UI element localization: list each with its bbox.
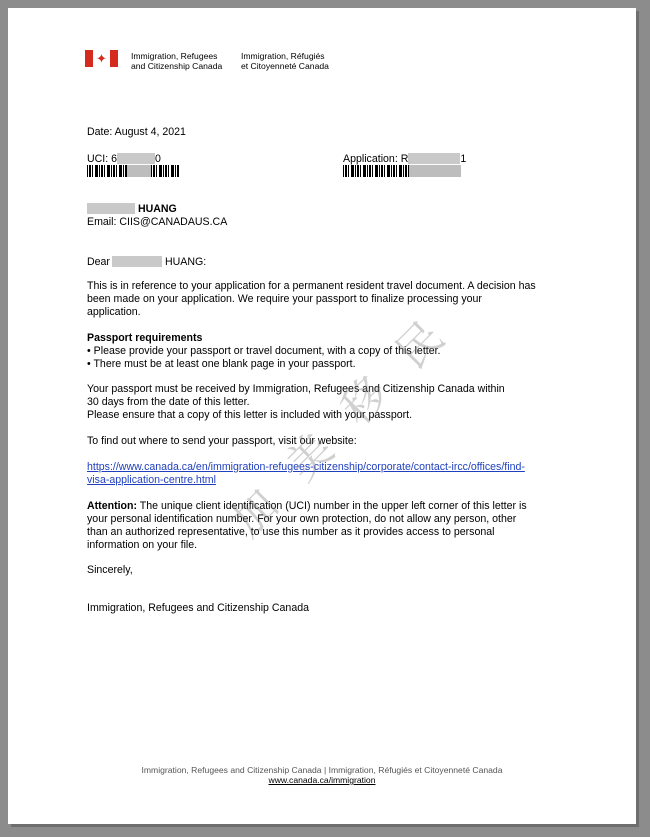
watermark-char: 移	[331, 367, 399, 435]
recipient-name: HUANG	[87, 203, 177, 216]
salutation: Dear HUANG:	[87, 256, 207, 268]
header-english: Immigration, Refugees and Citizenship Canada	[131, 51, 223, 71]
paragraph-deadline: Your passport must be received by Immigration, Refugees and Citizenship Canada within 30 days from the date of this letter. Please ensure that a copy of this letter is included with your passport.	[87, 383, 505, 421]
uci-barcode	[87, 165, 127, 177]
vac-link-line1[interactable]: https://www.canada.ca/en/immigration-refugees-citizenship/corporate/contact-ircc/offices/find-	[87, 461, 525, 473]
letter-date: Date: August 4, 2021	[87, 126, 186, 138]
application-barcode-redaction	[409, 165, 461, 177]
requirement-item: • There must be at least one blank page in your passport.	[87, 358, 356, 370]
watermark-char: 美	[276, 423, 344, 491]
footer-link[interactable]	[8, 775, 636, 785]
footer-website-link[interactable]: www.canada.ca/immigration	[268, 775, 376, 785]
uci-barcode-redaction	[127, 165, 151, 177]
watermark-char: 民	[386, 311, 454, 379]
footer-text: Immigration, Refugees and Citizenship Canada | Immigration, Réfugiés et Citoyenneté Canada	[141, 765, 503, 775]
paragraph-website: To find out where to send your passport, visit our website:	[87, 435, 357, 447]
signature: Immigration, Refugees and Citizenship Canada	[87, 602, 310, 614]
requirement-item: • Please provide your passport or travel document, with a copy of this letter.	[87, 345, 441, 357]
attention-paragraph: Attention: The unique client identification (UCI) number in the upper left corner of this letter is your personal identification number. For your own protection, do not allow any person, other than an authorized representative, to use this number as it provides access to personal information on your file.	[87, 500, 527, 551]
header-french: Immigration, Réfugiés et Citoyenneté Canada	[241, 51, 329, 71]
requirements-heading: Passport requirements	[87, 332, 203, 344]
application-barcode	[343, 165, 409, 177]
closing: Sincerely,	[87, 564, 133, 576]
uci-barcode-end	[151, 165, 180, 177]
watermark-char: 加	[221, 479, 289, 547]
application-number: Application: R 1	[343, 153, 467, 165]
uci-number: UCI: 6 0	[87, 153, 161, 165]
canada-flag-icon: ✦	[85, 50, 118, 67]
paragraph-decision: This is in reference to your application for a permanent resident travel document. A decision has been made on your application. We require your passport to finalize processing your application.	[87, 280, 536, 318]
letter-page	[8, 8, 636, 824]
vac-link-line2[interactable]: visa-application-centre.html	[87, 474, 216, 486]
recipient-email: Email: CIIS@CANADAUS.CA	[87, 216, 228, 228]
